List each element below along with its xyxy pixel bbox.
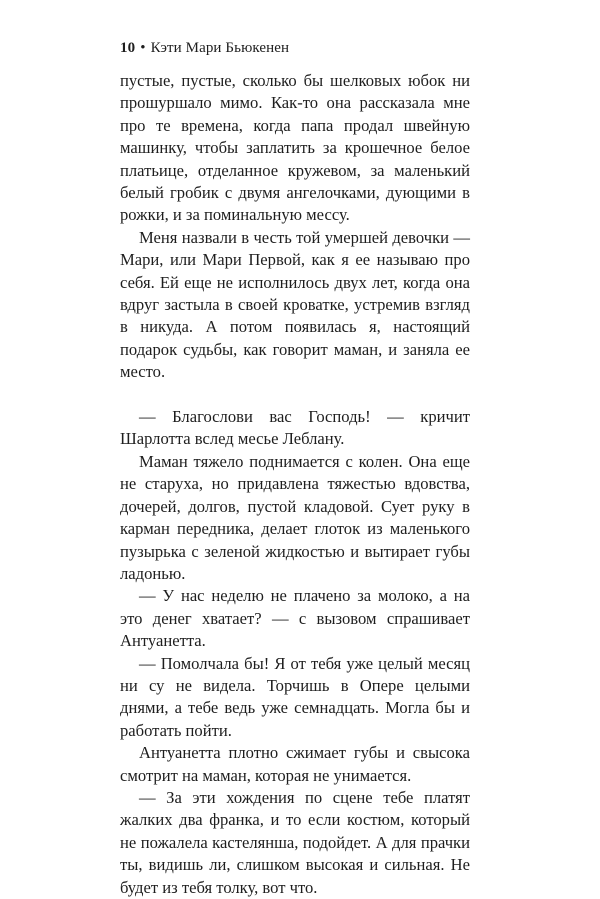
paragraph: пустые, пустые, сколько бы шелковых юбок ни прошуршало мимо. Как-то она рассказала мне про те времена, когда папа продал швейную машинку, чтобы заплатить за крошечное белое платьице, отделанное кружевом, за маленький белый гробик с двумя ангелочками, дующими в рожки, и за поминальную мессу.: [120, 71, 470, 225]
page-number: 10: [120, 40, 136, 56]
paragraph: Меня назвали в честь той умершей девочки — Мари, или Мари Первой, как я ее называю про себя. Ей еще не исполнилось двух лет, когда она вдруг застыла в своей кроватке, устремив взгляд в никуда. А потом появилась я, настоящий подарок судьбы, как говорит маман, и заняла ее место.: [120, 227, 470, 382]
paragraph: — Благослови вас Господь! — кричит Шарлотта вслед месье Леблану.: [120, 407, 470, 449]
author-name: Кэти Мари Бьюкенен: [150, 40, 290, 56]
paragraph: — За эти хождения по сцене тебе платят жалких два франка, и то если костюм, который не пожалела кастелянша, подойдет. А для прачки ты, видишь ли, слишком высокая и сильная. Не будет из тебя толку, вот что.: [120, 787, 470, 897]
paragraph: — У нас неделю не плачено за молоко, а на это денег хватает? — с вызовом спрашивает Антуанетта.: [120, 586, 470, 651]
body-text: [120, 70, 470, 899]
header-separator: •: [140, 40, 146, 56]
paragraph: — Помолчала бы! Я от тебя уже целый месяц ни су не видела. Торчишь в Опере целыми днями, а тебе ведь уже семнадцать. Могла бы и работать пойти.: [120, 653, 470, 740]
running-header: [120, 40, 289, 57]
paragraph: Маман тяжело поднимается с колен. Она еще не старуха, но придавлена тяжестью вдовства, дочерей, долгов, пустой кладовой. Сует руку в карман передника, делает глоток из маленького пузырька с зеленой жидкостью и вытирает губы ладонью.: [120, 451, 470, 583]
paragraph: Антуанетта плотно сжимает губы и свысока смотрит на маман, которая не унимается.: [120, 743, 470, 785]
